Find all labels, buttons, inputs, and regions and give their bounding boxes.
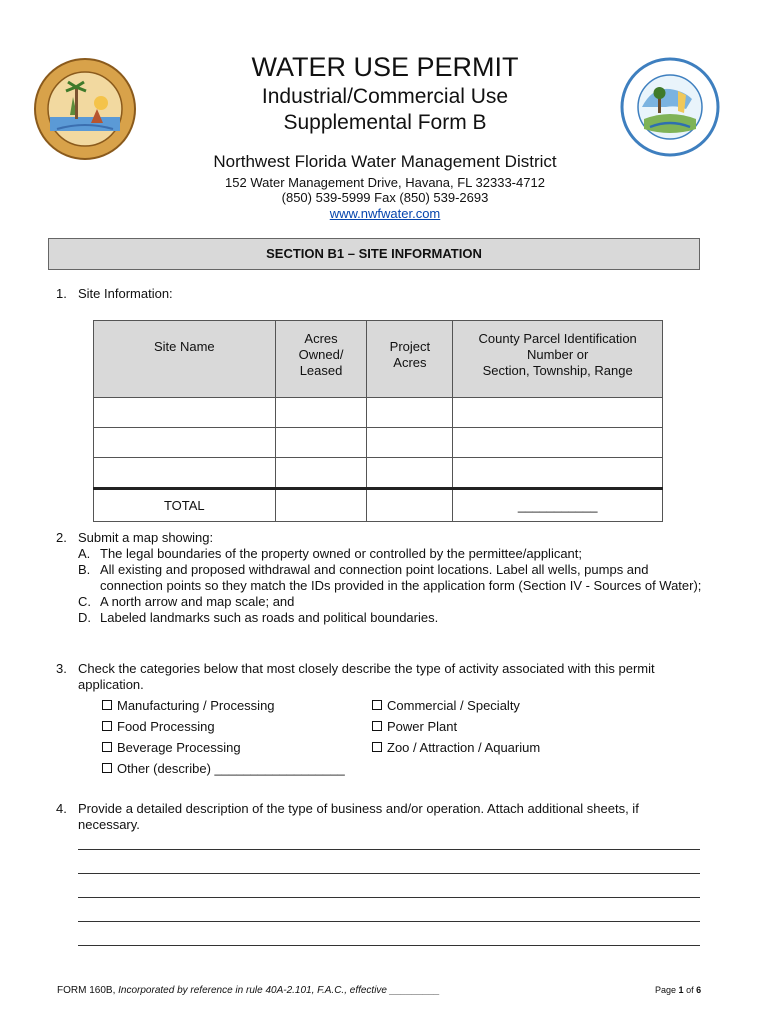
description-line[interactable] <box>78 945 700 946</box>
checkbox-icon[interactable] <box>102 721 112 731</box>
site-name-cell[interactable] <box>94 398 276 428</box>
question-2-number: 2. <box>56 530 67 545</box>
question-3 <box>56 661 706 785</box>
checkbox-manufacturing[interactable]: Manufacturing / Processing <box>102 695 345 716</box>
description-line[interactable] <box>78 897 700 898</box>
site-information-table <box>93 320 663 522</box>
question-1-text: Site Information: <box>78 286 173 301</box>
table-row <box>94 458 663 489</box>
checkbox-icon[interactable] <box>102 763 112 773</box>
list-item: C. A north arrow and map scale; and <box>78 594 295 609</box>
total-blank[interactable]: ___________ <box>453 489 663 522</box>
total-label: TOTAL <box>94 489 276 522</box>
total-project-acres-cell[interactable] <box>367 489 453 522</box>
checkbox-icon[interactable] <box>372 721 382 731</box>
parcel-id-cell[interactable] <box>453 428 663 458</box>
checkbox-other[interactable]: Other (describe) __________________ <box>102 758 345 779</box>
acres-owned-cell[interactable] <box>275 458 367 489</box>
table-header-row <box>94 321 663 398</box>
checkbox-icon[interactable] <box>102 700 112 710</box>
question-2-text: Submit a map showing: <box>78 530 214 545</box>
question-4-number: 4. <box>56 801 67 816</box>
table-row <box>94 398 663 428</box>
project-acres-cell[interactable] <box>367 398 453 428</box>
project-acres-cell[interactable] <box>367 428 453 458</box>
site-name-cell[interactable] <box>94 428 276 458</box>
district-name: Northwest Florida Water Management District <box>213 152 557 171</box>
project-acres-cell[interactable] <box>367 458 453 489</box>
form-title: WATER USE PERMIT <box>251 52 519 82</box>
question-1-number: 1. <box>56 286 67 301</box>
footer-form-info: FORM 160B, Incorporated by reference in rule 40A-2.101, F.A.C., effective _________ <box>57 985 440 996</box>
question-3-number: 3. <box>56 661 67 676</box>
header-site-name: Site Name <box>94 321 276 398</box>
description-line[interactable] <box>78 873 700 874</box>
acres-owned-cell[interactable] <box>275 398 367 428</box>
table-row <box>94 428 663 458</box>
description-line[interactable] <box>78 849 700 850</box>
header-parcel-id: County Parcel Identification Number or Section, Township, Range <box>453 321 663 398</box>
district-phone-fax: (850) 539-5999 Fax (850) 539-2693 <box>281 190 489 205</box>
header-project-acres: Project Acres <box>367 321 453 398</box>
checkbox-power-plant[interactable]: Power Plant <box>372 716 540 737</box>
checkbox-food-processing[interactable]: Food Processing <box>102 716 345 737</box>
site-name-cell[interactable] <box>94 458 276 489</box>
checkbox-beverage-processing[interactable]: Beverage Processing <box>102 737 345 758</box>
form-subtitle-line2: Supplemental Form B <box>283 111 487 134</box>
question-3-text: Check the categories below that most closely describe the type of activity associated with this permit <box>78 661 655 676</box>
checkbox-icon[interactable] <box>102 742 112 752</box>
form-subtitle-line1: Industrial/Commercial Use <box>261 85 509 108</box>
checkbox-icon[interactable] <box>372 742 382 752</box>
total-acres-owned-cell[interactable] <box>275 489 367 522</box>
question-4-text-cont: necessary. <box>78 817 140 832</box>
list-item: A. The legal boundaries of the property owned or controlled by the permittee/applicant; <box>78 546 583 561</box>
checkbox-commercial-specialty[interactable]: Commercial / Specialty <box>372 695 540 716</box>
parcel-id-cell[interactable] <box>453 458 663 489</box>
question-4-text: Provide a detailed description of the type of business and/or operation. Attach additional sheets, if <box>78 801 639 816</box>
description-line[interactable] <box>78 921 700 922</box>
district-address: 152 Water Management Drive, Havana, FL 32333-4712 <box>225 175 545 190</box>
list-item: B. All existing and proposed withdrawal and connection point locations. Label all wells, pumps and connection points so they match the IDs provided in the application form (Section IV - Sources of Water); <box>78 562 702 593</box>
checkbox-zoo-attraction[interactable]: Zoo / Attraction / Aquarium <box>372 737 540 758</box>
question-4 <box>56 801 706 833</box>
header-acres-owned: Acres Owned/ Leased <box>275 321 367 398</box>
checkbox-icon[interactable] <box>372 700 382 710</box>
section-b1-header: SECTION B1 – SITE INFORMATION <box>48 238 700 270</box>
question-2 <box>56 530 706 626</box>
parcel-id-cell[interactable] <box>453 398 663 428</box>
acres-owned-cell[interactable] <box>275 428 367 458</box>
question-1 <box>56 286 173 302</box>
district-website-link[interactable]: www.nwfwater.com <box>329 206 441 221</box>
footer-page-number: Page 1 of 6 <box>655 985 702 995</box>
list-item: D. Labeled landmarks such as roads and political boundaries. <box>78 610 439 625</box>
table-total-row <box>94 489 663 522</box>
question-3-text-cont: application. <box>78 677 144 692</box>
